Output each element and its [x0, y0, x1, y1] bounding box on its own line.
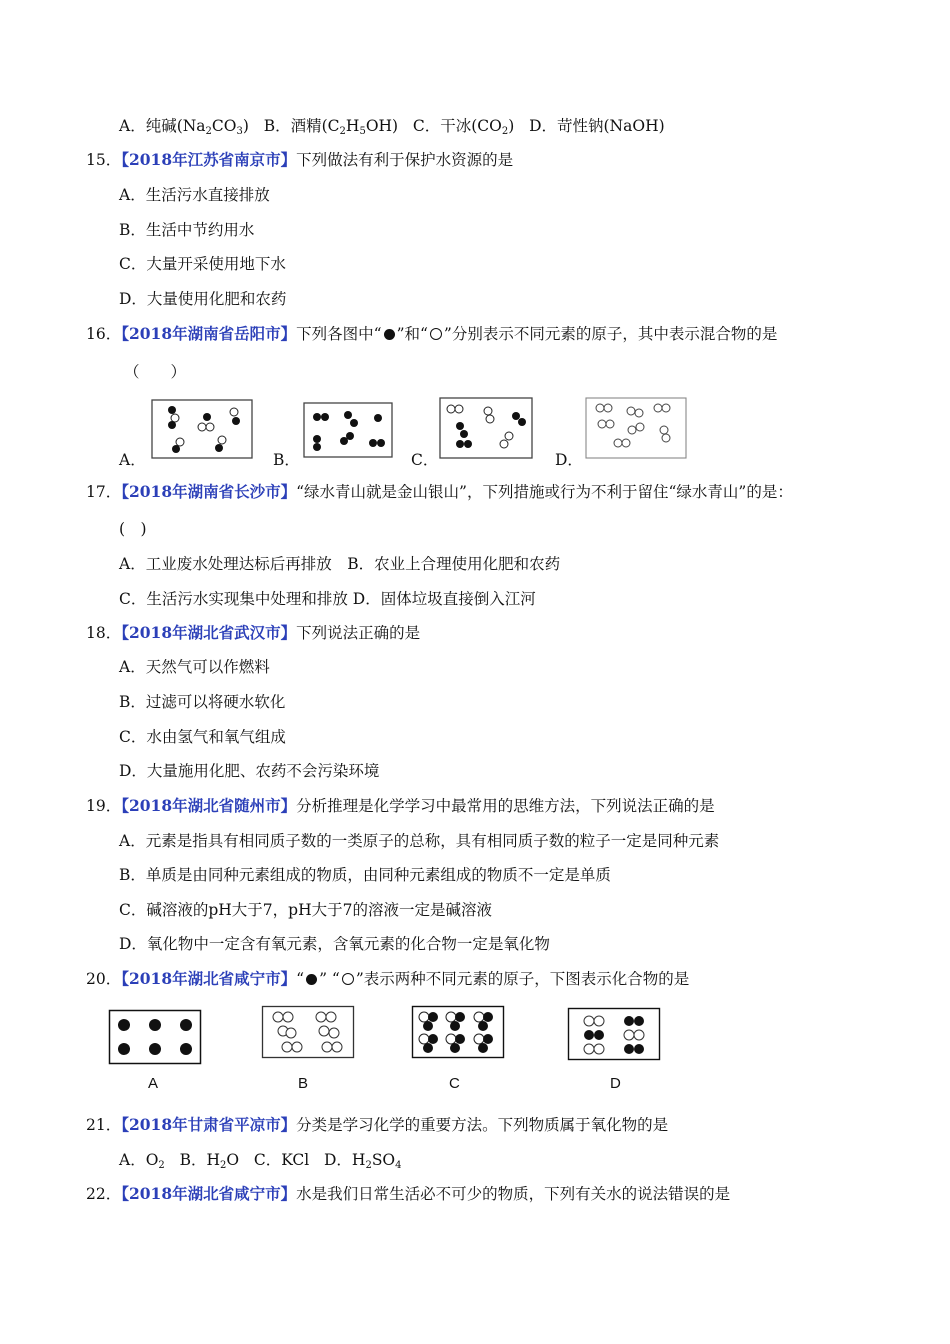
- option-c: C．水由氢气和氧气组成: [119, 728, 286, 746]
- diagram-20c: [411, 1005, 505, 1059]
- black-atom-icon: [306, 974, 317, 985]
- caption-d: D: [610, 1075, 621, 1092]
- question-source: 【2018年湖北省武汉市】: [121, 623, 297, 642]
- question-source: 【2018年湖南省岳阳市】: [121, 324, 297, 343]
- option-a: A．生活污水直接排放: [119, 186, 270, 204]
- option-c: C．大量开采使用地下水: [119, 255, 286, 273]
- question-16: 16．【2018年湖南省岳阳市】下列各图中“ ”和“ ”分别表示不同元素的原子，其中表示混合物的是: [86, 324, 778, 343]
- white-atom-icon: [342, 973, 354, 985]
- option-d: D．大量施用化肥、农药不会污染环境: [119, 762, 380, 780]
- figure-label-a: A．: [119, 451, 146, 469]
- diagram-a: [150, 398, 254, 460]
- q21-options-row: A．$O_2$ B．$H_2O$ C．KCl D．$H_2SO_4$: [119, 1151, 402, 1171]
- options-row-2: C．生活污水实现集中处理和排放 D．固体垃圾直接倒入江河: [119, 590, 536, 608]
- question-source: 【2018年湖北省随州市】: [121, 796, 297, 815]
- diagram-20d: [567, 1007, 661, 1061]
- option-b: B．H: [179, 1151, 220, 1169]
- option-b: B．生活中节约用水: [119, 221, 255, 239]
- figure-label-d: D．: [555, 451, 583, 469]
- question-source: 【2018年甘肃省平凉市】: [121, 1115, 297, 1134]
- option-b: B．酒精(C: [263, 117, 340, 135]
- diagram-c: [438, 396, 534, 460]
- option-d: D．大量使用化肥和农药: [119, 290, 287, 308]
- question-17: 17．【2018年湖南省长沙市】“绿水青山就是金山银山”，下列措施或行为不利于留住“绿水青山”的是：: [86, 482, 793, 501]
- diagram-d: [584, 396, 688, 460]
- option-d: D．氧化物中一定含有氧元素，含氧元素的化合物一定是氧化物: [119, 935, 550, 953]
- question-21: 21．【2018年甘肃省平凉市】分类是学习化学的重要方法。下列物质属于氧化物的是: [86, 1115, 669, 1134]
- diagram-20b: [261, 1005, 355, 1059]
- answer-paren: ( ): [119, 520, 147, 538]
- option-d: D．H: [323, 1151, 366, 1169]
- option-b: B．过滤可以将硬水软化: [119, 693, 286, 711]
- diagram-b: [302, 401, 394, 459]
- option-a: A．元素是指具有相同质子数的一类原子的总称，具有相同质子数的粒子一定是同种元素: [119, 832, 720, 850]
- black-atom-icon: [384, 329, 395, 340]
- white-atom-icon: [430, 328, 442, 340]
- option-c: C．KCl: [253, 1151, 310, 1169]
- option-a: A．天然气可以作燃料: [119, 658, 270, 676]
- caption-b: B: [298, 1075, 309, 1092]
- question-source: 【2018年江苏省南京市】: [121, 150, 297, 169]
- option-c: C．干冰(CO: [412, 117, 502, 135]
- caption-c: C: [449, 1075, 460, 1092]
- figure-label-b: B．: [273, 451, 300, 469]
- option-b: B．单质是由同种元素组成的物质，由同种元素组成的物质不一定是单质: [119, 866, 611, 884]
- question-22: 22．【2018年湖北省咸宁市】水是我们日常生活必不可少的物质，下列有关水的说法错误的是: [86, 1184, 731, 1203]
- figure-label-c: C．: [411, 451, 439, 469]
- q14-options-row: A．纯碱$(Na_2CO_3)$ B．酒精$(C_2H_5OH)$ C．干冰$(CO_2)$ D．苛性钠(NaOH): [119, 117, 665, 137]
- option-c: C．碱溶液的pH大于7，pH大于7的溶液一定是碱溶液: [119, 901, 492, 919]
- question-20: 20．【2018年湖北省咸宁市】“ ” “ ”表示两种不同元素的原子，下图表示化合物的是: [86, 969, 690, 988]
- options-row-1: A．工业废水处理达标后再排放 B．农业上合理使用化肥和农药: [119, 555, 561, 573]
- question-source: 【2018年湖南省长沙市】: [121, 482, 297, 501]
- option-d: D．苛性钠(NaOH): [529, 117, 665, 135]
- question-19: 19．【2018年湖北省随州市】分析推理是化学学习中最常用的思维方法，下列说法正确的是: [86, 796, 715, 815]
- answer-paren: （ ）: [124, 363, 187, 381]
- question-15: 15．【2018年江苏省南京市】下列做法有利于保护水资源的是: [86, 150, 514, 169]
- option-a: A．O: [119, 1151, 159, 1169]
- caption-a: A: [148, 1075, 159, 1092]
- question-source: 【2018年湖北省咸宁市】: [121, 1184, 297, 1203]
- question-18: 18．【2018年湖北省武汉市】下列说法正确的是: [86, 623, 421, 642]
- option-a: A．纯碱(Na: [119, 117, 206, 135]
- question-source: 【2018年湖北省咸宁市】: [121, 969, 297, 988]
- diagram-20a: [108, 1009, 202, 1065]
